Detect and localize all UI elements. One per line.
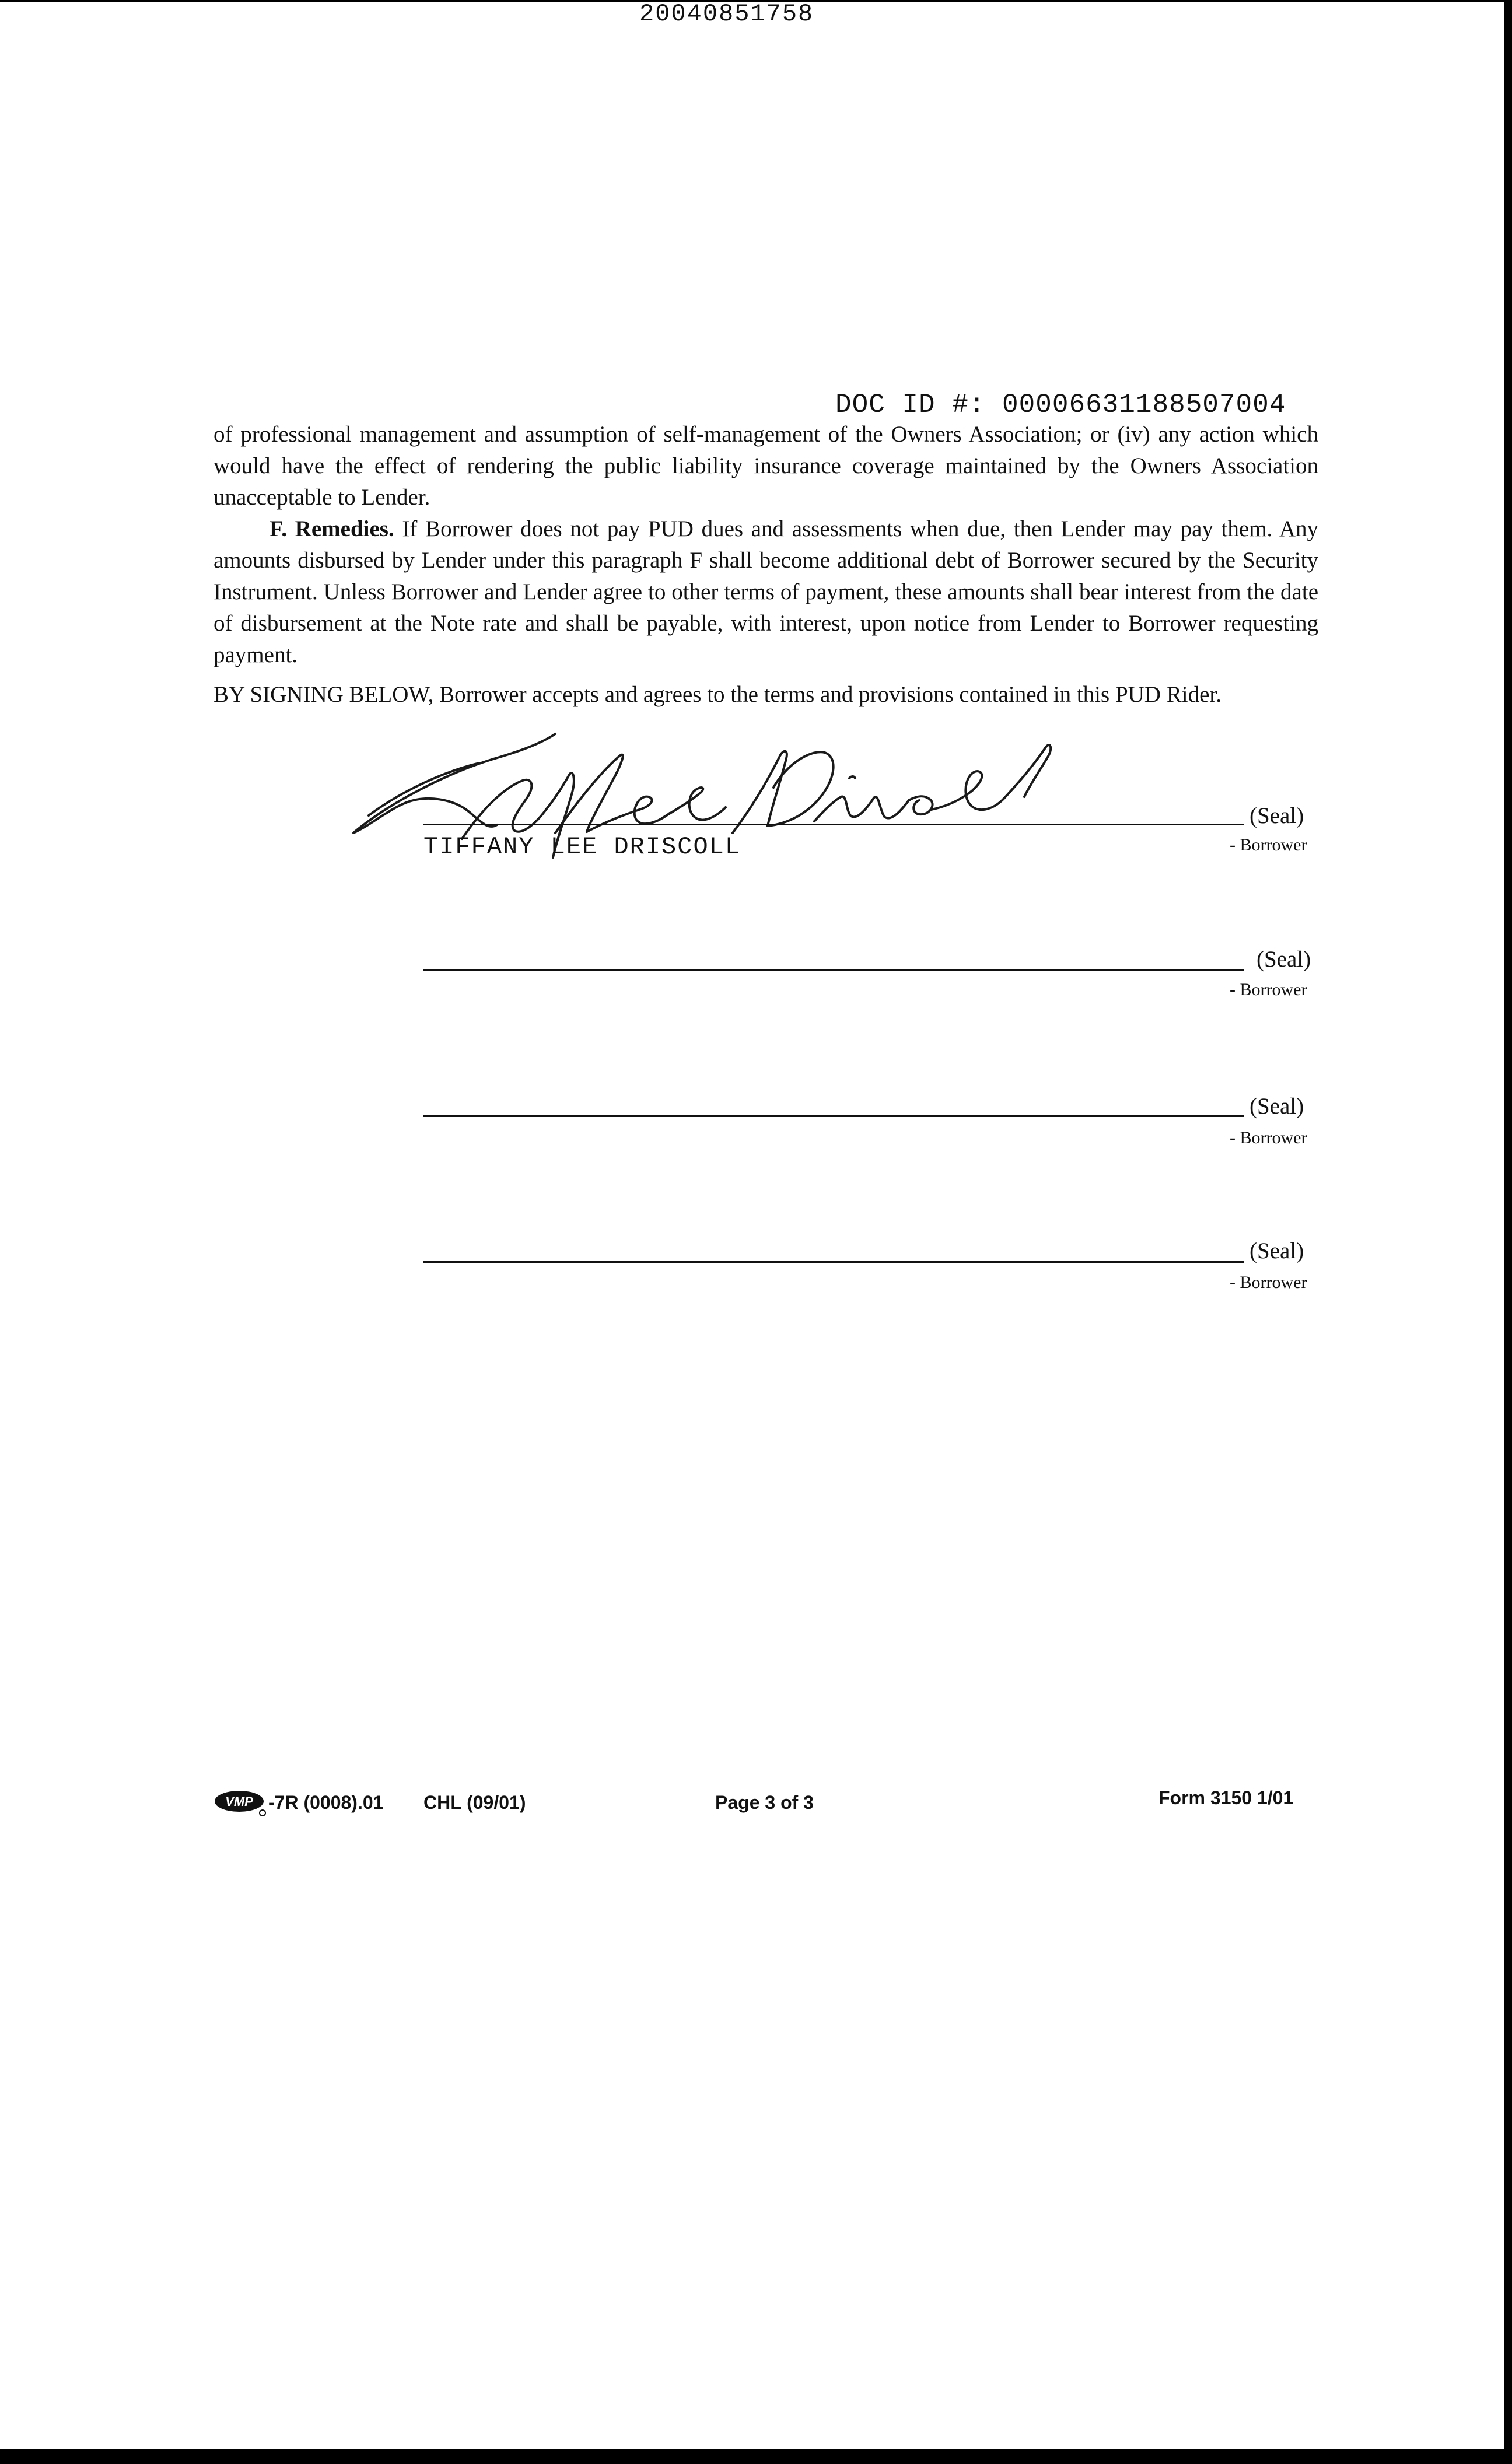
paragraph-remedies bbox=[214, 513, 1318, 671]
signature-line bbox=[424, 1115, 1244, 1117]
seal-label: (Seal) bbox=[1250, 1238, 1304, 1264]
footer-form-code: -7R (0008).01 bbox=[268, 1792, 384, 1813]
seal-label: (Seal) bbox=[1250, 1094, 1304, 1119]
doc-id: DOC ID #: 00006631188507004 bbox=[835, 390, 1286, 420]
svg-text:VMP: VMP bbox=[225, 1794, 253, 1809]
remedies-heading: F. Remedies. bbox=[270, 516, 394, 541]
signing-statement: BY SIGNING BELOW, Borrower accepts and agrees to the terms and provisions contained in this PUD Rider. bbox=[214, 682, 1222, 707]
signature-line bbox=[424, 970, 1244, 971]
borrower-role-label: - Borrower bbox=[1230, 835, 1307, 855]
seal-label: (Seal) bbox=[1256, 947, 1311, 972]
borrower-role-label: - Borrower bbox=[1230, 980, 1307, 999]
signature-line bbox=[424, 824, 1244, 825]
footer-form-number: Form 3150 1/01 bbox=[1158, 1787, 1294, 1808]
footer-lender-code: CHL (09/01) bbox=[424, 1792, 526, 1813]
footer-page-number: Page 3 of 3 bbox=[715, 1792, 814, 1813]
seal-label: (Seal) bbox=[1250, 803, 1304, 828]
borrower-printed-name: TIFFANY LEE DRISCOLL bbox=[424, 833, 741, 861]
scan-border-bottom bbox=[0, 2449, 1512, 2464]
signature-line bbox=[424, 1261, 1244, 1263]
scan-border-right bbox=[1504, 0, 1512, 2464]
remedies-text: If Borrower does not pay PUD dues and assessments when due, then Lender may pay them. Any amounts disbursed by Lender under this paragraph F shall become additional debt of Borrower secured by the Security Instrument. Unless Borrower and Lender agree to other terms of payment, these amounts shall bear interest from the date of disbursement at the Note rate and shall be payable, with interest, upon notice from Lender to Borrower requesting payment. bbox=[214, 516, 1319, 667]
paragraph-owners-association: of professional management and assumption of self-management of the Owners Association; or (iv) any action which would have the effect of rendering the public liability insurance coverage maintained by the Owners Association unacceptable to Lender. bbox=[214, 422, 1318, 510]
borrower-role-label: - Borrower bbox=[1230, 1128, 1307, 1147]
vmp-logo-icon bbox=[214, 1788, 267, 1817]
recording-number: 20040851758 bbox=[639, 0, 814, 28]
borrower-role-label: - Borrower bbox=[1230, 1273, 1307, 1292]
